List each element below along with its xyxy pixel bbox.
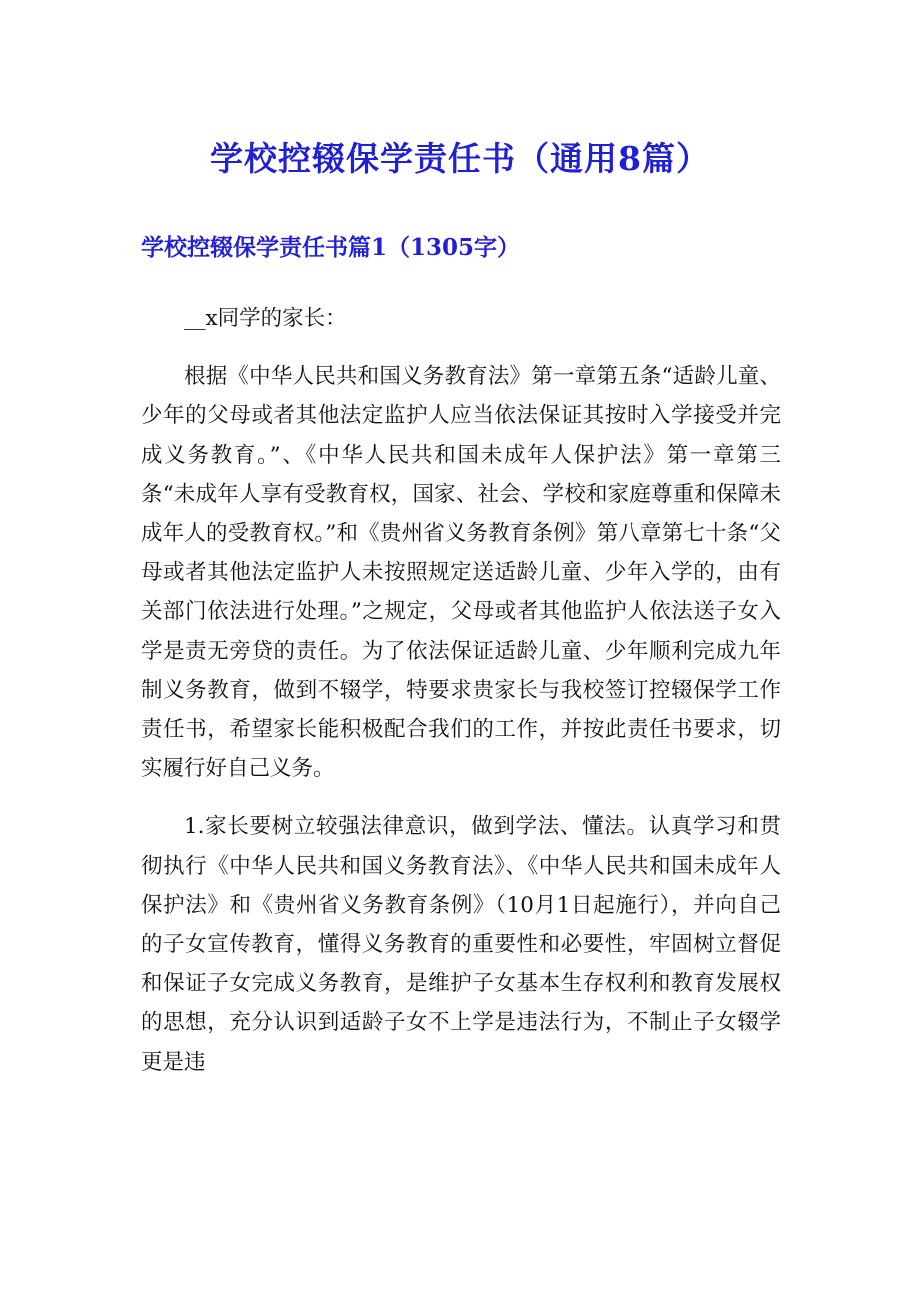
- paragraph-legal-basis: 根据《中华人民共和国义务教育法》第一章第五条“适龄儿童、少年的父母或者其他法定监护人应当依法保证其按时入学接受并完成义务教育。”、《中华人民共和国未成年人保护法》第一章第三条“未成年人享有受教育权，国家、社会、学校和家庭尊重和保障未成年人的受教育权。”和《贵州省义务教育条例》第八章第七十条“父母或者其他法定监护人未按照规定送适龄儿童、少年入学的，由有关部门依法进行处理。”之规定，父母或者其他监护人依法送子女入学是责无旁贷的责任。为了依法保证适龄儿童、少年顺利完成九年制义务教育，做到不辍学，特要求贵家长与我校签订控辍保学工作责任书，希望家长能积极配合我们的工作，并按此责任书要求，切实履行好自己义务。: [141, 364, 781, 782]
- document-body: [141, 299, 781, 1082]
- document-title: 学校控辍保学责任书（通用8篇）: [210, 139, 710, 178]
- paragraph-item-1: 1.家长要树立较强法律意识，做到学法、懂法。认真学习和贯彻执行《中华人民共和国义务教育法》、《中华人民共和国未成年人保护法》和《贵州省义务教育条例》（10月1日起施行），并向自己的子女宣传教育，懂得义务教育的重要性和必要性，牢固树立督促和保证子女完成义务教育，是维护子女基本生存权利和教育发展权的思想，充分认识到适龄子女不上学是违法行为，不制止子女辍学更是违: [141, 814, 781, 1075]
- section-heading: 学校控辍保学责任书篇1（1305字）: [141, 234, 521, 261]
- greeting-line: __x同学的家长：: [184, 306, 347, 331]
